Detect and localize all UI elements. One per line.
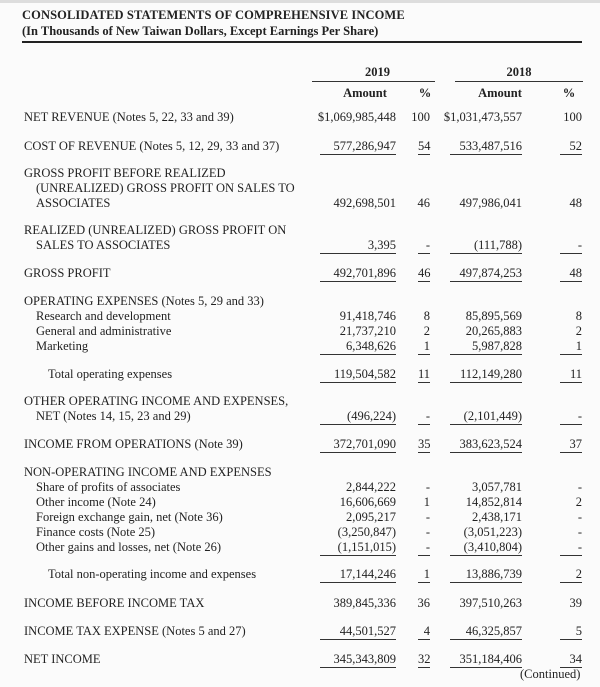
amount-2019: $1,069,985,448 <box>317 110 396 124</box>
year-divider-2019 <box>312 81 435 82</box>
percent-2019: - <box>418 238 430 254</box>
amount-2018: 46,325,857 <box>450 624 522 640</box>
row-label-line-1: REALIZED (UNREALIZED) GROSS PROFIT ON <box>24 223 287 237</box>
row-label-line-3: ASSOCIATES <box>36 196 111 210</box>
percent-2019: 1 <box>423 495 430 509</box>
amount-2019: 91,418,746 <box>339 309 396 323</box>
percent-2018: - <box>577 510 582 524</box>
percent-2019: 32 <box>418 652 431 666</box>
percent-2018: 100 <box>563 110 582 124</box>
row-label: OPERATING EXPENSES (Notes 5, 29 and 33) <box>24 294 264 308</box>
amount-2019: (1,151,015) <box>320 540 396 556</box>
amount-2018: 13,886,739 <box>450 567 522 583</box>
percent-2019: - <box>425 480 430 494</box>
row-label: NET REVENUE (Notes 5, 22, 33 and 39) <box>24 110 234 124</box>
percent-2018: 2 <box>560 567 582 583</box>
amount-2019: (3,250,847) <box>337 525 396 539</box>
amount-2019: 44,501,527 <box>320 624 396 640</box>
amount-2018: 20,265,883 <box>465 324 522 338</box>
percent-2019: 46 <box>418 266 431 280</box>
row-label: COST OF REVENUE (Notes 5, 12, 29, 33 and 37) <box>24 139 280 153</box>
row-label: Total operating expenses <box>48 367 173 381</box>
row-label-line-1: GROSS PROFIT BEFORE REALIZED <box>24 166 226 180</box>
percent-2018: 5 <box>560 624 582 640</box>
percent-header-2018: % <box>562 86 576 100</box>
percent-2019: 46 <box>417 196 430 210</box>
percent-2018: - <box>577 525 582 539</box>
amount-2018: 497,986,041 <box>459 196 522 210</box>
amount-2018: (111,788) <box>450 238 522 254</box>
amount-2019: 577,286,947 <box>320 139 396 155</box>
amount-header-2019: Amount <box>343 86 387 100</box>
amount-2018: (3,410,804) <box>450 540 522 556</box>
row-label: Share of profits of associates <box>36 480 181 494</box>
amount-2018: 533,487,516 <box>450 139 522 155</box>
amount-2018: (2,101,449) <box>450 409 522 425</box>
amount-2019: 21,737,210 <box>339 324 396 338</box>
amount-2019: 17,144,246 <box>320 567 396 583</box>
percent-2018: 48 <box>560 266 582 282</box>
row-label: Finance costs (Note 25) <box>36 525 156 539</box>
percent-2019: 1 <box>418 339 430 355</box>
amount-2018: 112,149,280 <box>450 367 522 383</box>
amount-2019: 492,701,896 <box>320 266 396 282</box>
row-label-line-2: (UNREALIZED) GROSS PROFIT ON SALES TO <box>36 181 295 195</box>
row-label: INCOME FROM OPERATIONS (Note 39) <box>24 437 243 451</box>
year-header-2018: 2018 <box>506 65 532 79</box>
row-label: Total non-operating income and expenses <box>48 567 257 581</box>
amount-2019: 16,606,669 <box>339 495 396 509</box>
statement-subtitle: (In Thousands of New Taiwan Dollars, Except Earnings Per Share) <box>22 24 379 38</box>
amount-2019: 6,348,626 <box>320 339 396 355</box>
amount-2019: 492,698,501 <box>333 196 396 210</box>
row-label: NET INCOME <box>24 652 101 666</box>
percent-2019: 11 <box>418 367 431 381</box>
amount-2019: 119,504,582 <box>320 367 396 383</box>
row-label: General and administrative <box>36 324 172 338</box>
percent-2018: - <box>577 480 582 494</box>
amount-2019: 389,845,336 <box>333 596 396 610</box>
percent-2018: 8 <box>575 309 582 323</box>
year-divider-2018 <box>455 81 583 82</box>
amount-2019: (496,224) <box>320 409 396 425</box>
row-label: NON-OPERATING INCOME AND EXPENSES <box>24 465 272 479</box>
amount-2018: 397,510,263 <box>459 596 522 610</box>
amount-2018: (3,051,223) <box>463 525 522 539</box>
percent-2018: 34 <box>560 652 582 668</box>
percent-2019: 2 <box>423 324 430 338</box>
amount-2019: 372,701,090 <box>320 437 396 453</box>
percent-2018: - <box>560 238 582 254</box>
percent-2019: 100 <box>411 110 430 124</box>
continued-note: (Continued) <box>520 667 581 681</box>
percent-2019: - <box>418 409 430 425</box>
percent-2019: 4 <box>418 624 430 640</box>
percent-2019: 1 <box>418 567 430 583</box>
amount-2018: 5,987,828 <box>450 339 522 355</box>
amount-2019: 3,395 <box>320 238 396 254</box>
amount-2018: 2,438,171 <box>472 510 522 524</box>
percent-2019: 35 <box>418 437 431 451</box>
amount-2018: 383,623,524 <box>450 437 522 453</box>
amount-header-2018: Amount <box>478 86 522 100</box>
amount-2018: 497,874,253 <box>450 266 522 282</box>
row-label-line-1: OTHER OPERATING INCOME AND EXPENSES, <box>24 394 289 408</box>
top-border <box>0 0 600 3</box>
row-label: GROSS PROFIT <box>24 266 111 280</box>
row-label-line-2: SALES TO ASSOCIATES <box>36 238 171 252</box>
percent-2018: - <box>560 540 582 556</box>
amount-2018: $1,031,473,557 <box>443 110 522 124</box>
percent-2018: 2 <box>575 495 582 509</box>
amount-2018: 85,895,569 <box>465 309 522 323</box>
row-label: Other income (Note 24) <box>36 495 156 509</box>
row-label-line-2: NET (Notes 14, 15, 23 and 29) <box>36 409 191 423</box>
amount-2019: 2,844,222 <box>346 480 396 494</box>
percent-2019: - <box>418 540 430 556</box>
percent-2018: - <box>560 409 582 425</box>
row-label: Marketing <box>36 339 89 353</box>
percent-2018: 39 <box>569 596 582 610</box>
percent-2019: - <box>425 510 430 524</box>
amount-2019: 2,095,217 <box>346 510 396 524</box>
percent-header-2019: % <box>418 86 432 100</box>
amount-2018: 351,184,406 <box>450 652 522 668</box>
statement-title: CONSOLIDATED STATEMENTS OF COMPREHENSIVE INCOME <box>22 8 405 22</box>
percent-2018: 1 <box>560 339 582 355</box>
percent-2018: 2 <box>575 324 582 338</box>
percent-2019: 54 <box>418 139 431 153</box>
percent-2019: 8 <box>423 309 430 323</box>
year-header-2019: 2019 <box>365 65 390 79</box>
percent-2019: - <box>425 525 430 539</box>
percent-2018: 11 <box>560 367 582 383</box>
percent-2019: 36 <box>417 596 430 610</box>
title-divider <box>22 41 582 43</box>
amount-2018: 3,057,781 <box>472 480 522 494</box>
amount-2019: 345,343,809 <box>320 652 396 668</box>
percent-2018: 52 <box>560 139 582 155</box>
percent-2018: 48 <box>569 196 582 210</box>
row-label: Foreign exchange gain, net (Note 36) <box>36 510 223 524</box>
amount-2018: 14,852,814 <box>465 495 522 509</box>
row-label: Other gains and losses, net (Note 26) <box>36 540 222 554</box>
percent-2018: 37 <box>560 437 582 453</box>
row-label: INCOME BEFORE INCOME TAX <box>24 596 205 610</box>
row-label: Research and development <box>36 309 171 323</box>
row-label: INCOME TAX EXPENSE (Notes 5 and 27) <box>24 624 246 638</box>
